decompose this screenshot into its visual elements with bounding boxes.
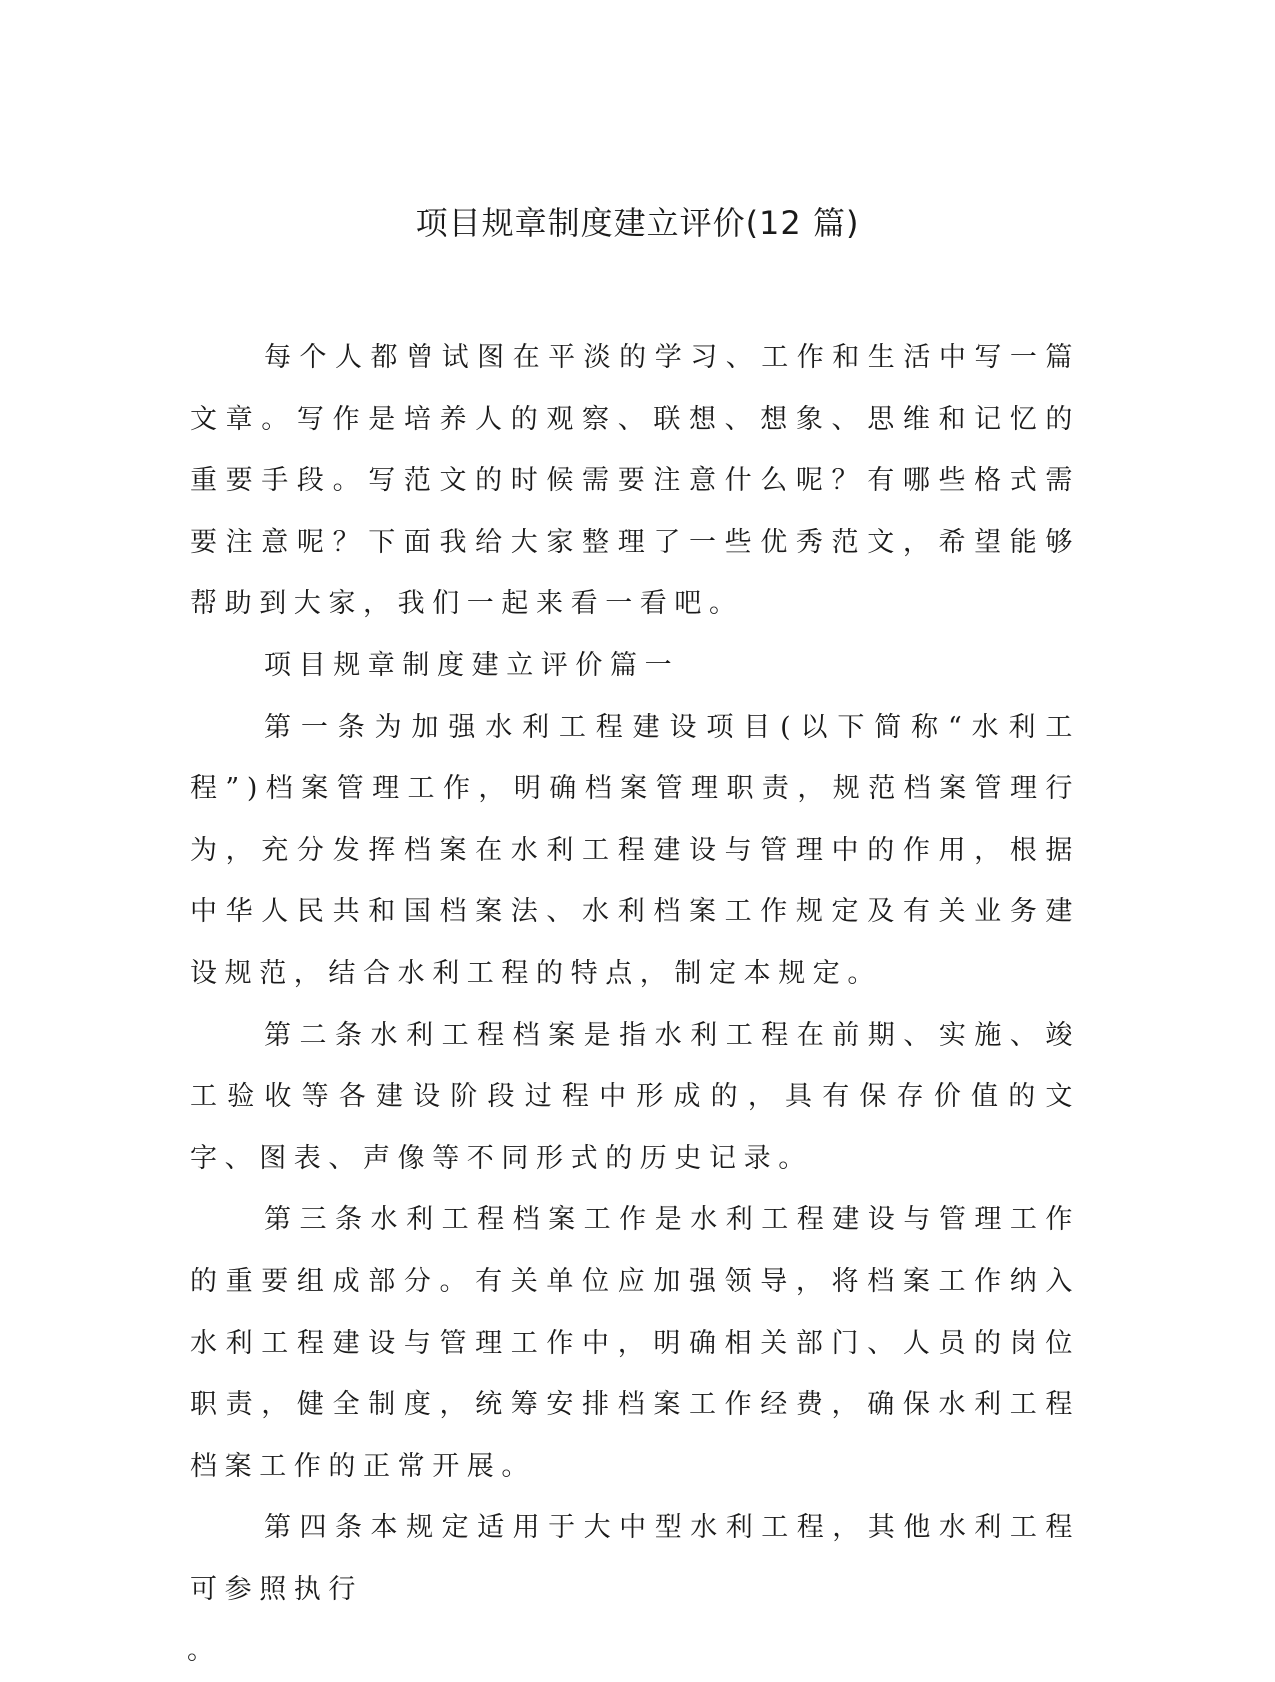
article-4-paragraph: 第四条本规定适用于大中型水利工程，其他水利工程可参照执行 [190,1512,1080,1605]
document-title: 项目规章制度建立评价(12 篇) [415,204,860,242]
document-body [187,327,1080,1682]
section-heading: 项目规章制度建立评价篇一 [264,649,680,681]
intro-paragraph: 每个人都曾试图在平淡的学习、工作和生活中写一篇文章。写作是培养人的观察、联想、想象、思维和记忆的重要手段。写范文的时候需要注意什么呢？有哪些格式需要注意呢？下面我给大家整理了一些优秀范文，希望能够帮助到大家，我们一起来看一看吧。 [190,342,1080,620]
article-4-tail: 。 [187,1635,222,1667]
article-2-paragraph: 第二条水利工程档案是指水利工程在前期、实施、竣工验收等各建设阶段过程中形成的，具有保存价值的文字、图表、声像等不同形式的历史记录。 [190,1019,1080,1174]
article-3-paragraph: 第三条水利工程档案工作是水利工程建设与管理工作的重要组成部分。有关单位应加强领导，将档案工作纳入水利工程建设与管理工作中，明确相关部门、人员的岗位职责，健全制度，统筹安排档案工作经费，确保水利工程档案工作的正常开展。 [190,1204,1080,1482]
article-1-paragraph: 第一条为加强水利工程建设项目(以下简称“水利工程”)档案管理工作，明确档案管理职责，规范档案管理行为，充分发挥档案在水利工程建设与管理中的作用，根据中华人民共和国档案法、水利档案工作规定及有关业务建设规范，结合水利工程的特点，制定本规定。 [190,711,1080,989]
